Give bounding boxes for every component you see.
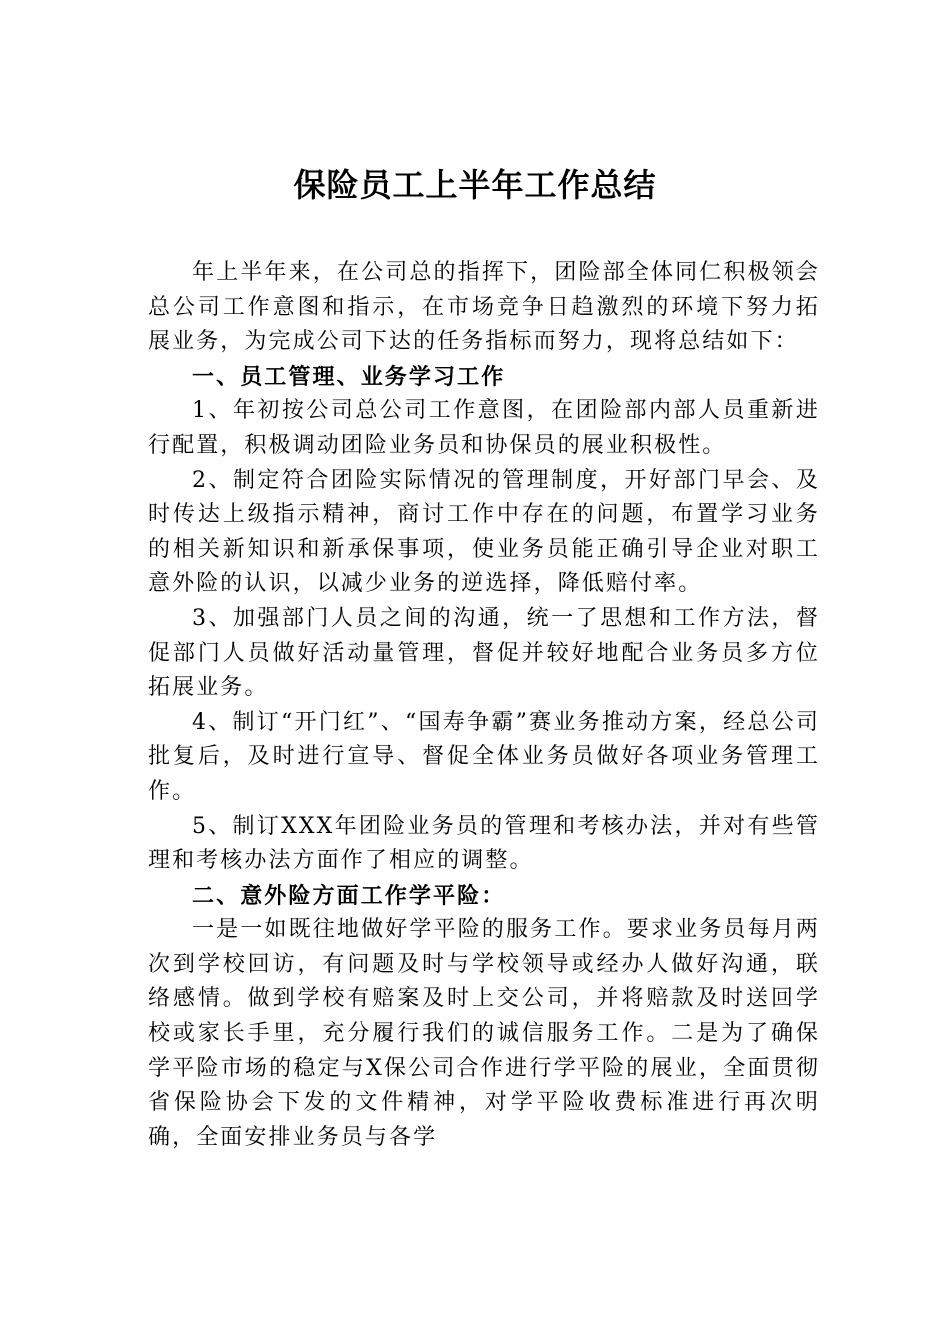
section-heading-1: 一、员工管理、业务学习工作 <box>192 363 506 390</box>
list-item-1: 1、年初按公司总公司工作意图，在团险部内部人员重新进行配置，积极调动团险业务员和协保员的展业积极性。 <box>148 398 820 458</box>
list-item-5: 5、制订XXX年团险业务员的管理和考核办法，并对有些管理和考核办法方面作了相应的调整。 <box>148 813 820 874</box>
body-paragraph: 一是一如既往地做好学平险的服务工作。要求业务员每月两次到学校回访，有问题及时与学校领导或经办人做好沟通，联络感情。做到学校有赔案及时上交公司，并将赔款及时送回学校或家长手里，充分履行我们的诚信服务工作。二是为了确保学平险市场的稳定与X保公司合作进行学平险的展业，全面贯彻省保险协会下发的文件精神，对学平险收费标准进行再次明确，全面安排业务员与各学 <box>148 917 820 1150</box>
intro-paragraph: 年上半年来，在公司总的指挥下，团险部全体同仁积极领会总公司工作意图和指示，在市场竞争日趋激烈的环境下努力拓展业务，为完成公司下达的任务指标而努力，现将总结如下： <box>148 260 820 355</box>
list-item-2: 2、制定符合团险实际情况的管理制度，开好部门早会、及时传达上级指示精神，商讨工作中存在的问题，布置学习业务的相关新知识和新承保事项，使业务员能正确引导企业对职工意外险的认识，以减少业务的逆选择，降低赔付率。 <box>148 467 820 597</box>
section-heading-2: 二、意外险方面工作学平险： <box>192 882 506 909</box>
document-title: 保险员工上半年工作总结 <box>293 166 657 204</box>
list-item-3: 3、加强部门人员之间的沟通，统一了思想和工作方法，督促部门人员做好活动量管理，督促并较好地配合业务员多方位拓展业务。 <box>148 605 820 701</box>
document-body <box>148 256 820 1155</box>
list-item-4: 4、制订“开门红”、“国寿争霸”赛业务推动方案，经总公司批复后，及时进行宣导、督促全体业务员做好各项业务管理工作。 <box>148 709 820 804</box>
